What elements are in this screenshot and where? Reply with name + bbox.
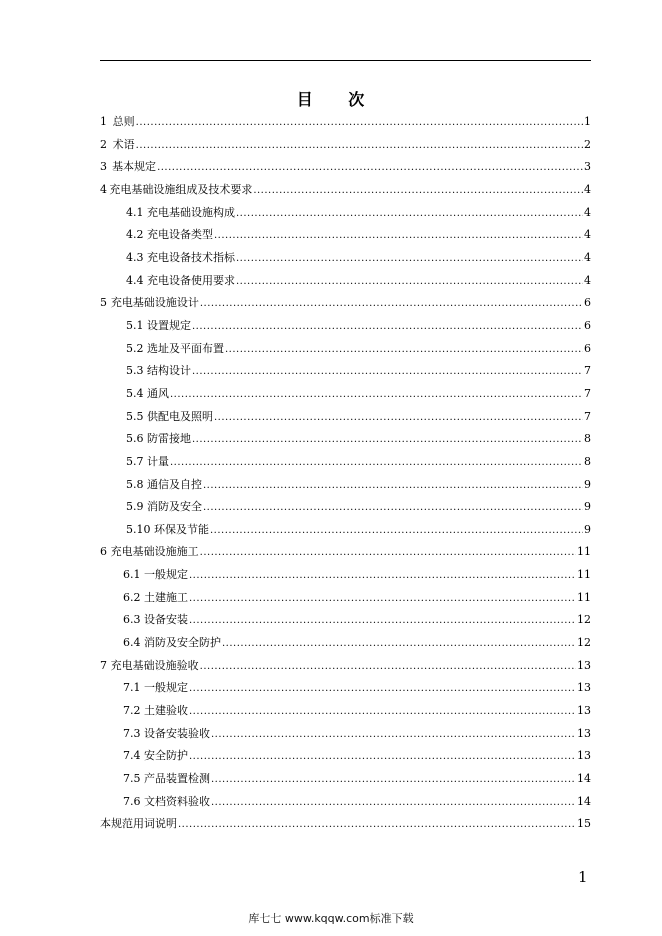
toc-entry-label: 充电基础设施组成及技术要求 — [109, 182, 253, 196]
toc-entry[interactable] — [100, 768, 591, 791]
toc-entry-number: 4 — [100, 182, 107, 196]
toc-entry-label: 4.3 充电设备技术指标 — [126, 250, 235, 264]
toc-leader-dots — [170, 452, 583, 475]
toc-entry-page: 6 — [584, 341, 591, 355]
toc-entry-page: 11 — [577, 568, 591, 582]
toc-entry-label: 充电基础设施验收 — [110, 658, 199, 672]
toc-entry-page: 13 — [577, 658, 591, 672]
toc-title — [0, 87, 662, 110]
toc-entry-page: 6 — [584, 318, 591, 332]
toc-leader-dots — [253, 180, 583, 203]
toc-leader-dots — [192, 316, 583, 339]
toc-leader-dots — [203, 475, 583, 498]
toc-entry-label: 基本规定 — [112, 160, 157, 174]
toc-entry-label: 7.6 文档资料验收 — [123, 794, 210, 808]
toc-leader-dots — [189, 588, 576, 611]
toc-entry[interactable] — [100, 474, 591, 497]
toc-leader-dots — [200, 293, 583, 316]
toc-leader-dots — [211, 792, 576, 815]
toc-leader-dots — [211, 724, 576, 747]
toc-leader-dots — [222, 633, 576, 656]
toc-entry-page: 4 — [584, 273, 591, 287]
toc-entry-page: 11 — [577, 590, 591, 604]
toc-entry-page: 9 — [584, 522, 591, 536]
toc-entry[interactable] — [100, 700, 591, 723]
toc-entry[interactable] — [100, 247, 591, 270]
toc-entry-label: 5.3 结构设计 — [126, 364, 191, 378]
toc-entry-page: 15 — [577, 817, 591, 831]
toc-leader-dots — [203, 497, 583, 520]
toc-entry-page: 12 — [577, 613, 591, 627]
toc-entry-label: 5.10 环保及节能 — [126, 522, 209, 536]
toc-entry-label: 术语 — [112, 137, 135, 151]
toc-leader-dots — [170, 384, 583, 407]
toc-entry-label: 总则 — [112, 115, 135, 128]
toc-entry[interactable] — [100, 564, 591, 587]
toc-entry[interactable] — [100, 587, 591, 610]
toc-entry-label: 4.2 充电设备类型 — [126, 228, 213, 242]
toc-leader-dots — [189, 701, 576, 724]
toc-entry-page: 9 — [584, 500, 591, 514]
toc-entry-page: 12 — [577, 636, 591, 650]
toc-leader-dots — [192, 429, 583, 452]
toc-entry-label: 充电基础设施设计 — [110, 296, 199, 310]
toc-entry-page: 13 — [577, 681, 591, 695]
toc-entry-label: 5.7 计量 — [126, 454, 169, 468]
toc-entry-page: 9 — [584, 477, 591, 491]
toc-entry-page: 4 — [584, 205, 591, 219]
toc-entry[interactable] — [100, 745, 591, 768]
toc-entry-page: 13 — [577, 726, 591, 740]
toc-entry-label: 5.1 设置规定 — [126, 318, 191, 332]
toc-entry-page: 1 — [584, 115, 591, 128]
toc-entry-page: 8 — [584, 432, 591, 446]
toc-leader-dots — [211, 769, 576, 792]
toc-entry-label: 6.3 设备安装 — [123, 613, 188, 627]
toc-entry[interactable] — [100, 338, 591, 361]
toc-leader-dots — [136, 112, 583, 135]
toc-entry-label: 充电基础设施施工 — [110, 545, 199, 559]
toc-entry-page: 14 — [577, 794, 591, 808]
toc-entry[interactable] — [100, 179, 591, 202]
toc-entry-page: 8 — [584, 454, 591, 468]
toc-entry-label: 本规范用词说明 — [100, 817, 177, 831]
toc-entry-page: 3 — [584, 160, 591, 174]
toc-leader-dots — [225, 339, 583, 362]
toc-entry-number: 3 — [100, 160, 107, 174]
toc-leader-dots — [189, 565, 576, 588]
toc-entry-number: 5 — [100, 296, 107, 310]
toc-entry[interactable] — [100, 428, 591, 451]
toc-entry-label: 4.1 充电基础设施构成 — [126, 205, 235, 219]
toc-entry-label: 5.5 供配电及照明 — [126, 409, 213, 423]
toc-entry[interactable] — [100, 292, 591, 315]
toc-entry-label: 5.2 选址及平面布置 — [126, 341, 224, 355]
toc-leader-dots — [236, 203, 583, 226]
toc-entry-page: 7 — [584, 364, 591, 378]
toc-entry[interactable] — [100, 655, 591, 678]
toc-entry-number: 7 — [100, 658, 107, 672]
toc-entry-label: 6.2 土建施工 — [123, 590, 188, 604]
toc-entry[interactable] — [100, 156, 591, 179]
toc-entry-label: 7.3 设备安装验收 — [123, 726, 210, 740]
toc-entry-page: 4 — [584, 228, 591, 242]
toc-entry[interactable] — [100, 723, 591, 746]
toc-entry-page: 4 — [584, 182, 591, 196]
toc-entry-number: 6 — [100, 545, 107, 559]
toc-leader-dots — [236, 248, 583, 271]
table-of-contents — [100, 111, 591, 836]
toc-entry-label: 5.4 通风 — [126, 386, 169, 400]
toc-leader-dots — [157, 157, 583, 180]
toc-leader-dots — [214, 225, 583, 248]
toc-entry[interactable] — [100, 383, 591, 406]
toc-entry[interactable] — [100, 677, 591, 700]
toc-title-left: 目 — [296, 90, 314, 109]
toc-title-right: 次 — [348, 90, 366, 109]
toc-entry[interactable] — [100, 609, 591, 632]
page-number: 1 — [578, 868, 588, 886]
toc-entry[interactable] — [100, 111, 591, 134]
toc-entry-number: 2 — [100, 137, 107, 151]
toc-entry-label: 5.8 通信及自控 — [126, 477, 202, 491]
toc-entry-label: 7.5 产品装置检测 — [123, 772, 210, 786]
toc-entry-page: 7 — [584, 386, 591, 400]
toc-entry[interactable] — [100, 791, 591, 814]
toc-entry-page: 2 — [584, 137, 591, 151]
toc-entry[interactable] — [100, 541, 591, 564]
toc-entry-label: 7.2 土建验收 — [123, 704, 188, 718]
toc-entry-page: 4 — [584, 250, 591, 264]
toc-leader-dots — [200, 656, 576, 679]
toc-entry[interactable] — [100, 813, 591, 836]
toc-entry-label: 5.6 防雷接地 — [126, 432, 191, 446]
toc-entry[interactable] — [100, 360, 591, 383]
toc-entry[interactable] — [100, 632, 591, 655]
toc-leader-dots — [200, 542, 576, 565]
toc-leader-dots — [192, 361, 583, 384]
toc-leader-dots — [189, 678, 576, 701]
toc-entry-page: 13 — [577, 749, 591, 763]
toc-leader-dots — [210, 520, 583, 543]
toc-entry[interactable] — [100, 519, 591, 542]
toc-entry-label: 4.4 充电设备使用要求 — [126, 273, 235, 287]
toc-entry[interactable] — [100, 451, 591, 474]
toc-entry[interactable] — [100, 134, 591, 157]
toc-leader-dots — [189, 746, 576, 769]
toc-entry-page: 7 — [584, 409, 591, 423]
toc-entry[interactable] — [100, 224, 591, 247]
toc-leader-dots — [178, 814, 576, 837]
toc-leader-dots — [214, 407, 583, 430]
toc-entry-label: 6.1 一般规定 — [123, 568, 188, 582]
toc-entry-label: 6.4 消防及安全防护 — [123, 636, 221, 650]
footer-watermark: 库七七 www.kqqw.com标准下载 — [248, 912, 414, 925]
toc-entry-label: 5.9 消防及安全 — [126, 500, 202, 514]
toc-entry[interactable] — [100, 496, 591, 519]
toc-entry-label: 7.1 一般规定 — [123, 681, 188, 695]
toc-entry-number: 1 — [100, 115, 107, 128]
toc-leader-dots — [189, 610, 576, 633]
toc-entry-label: 7.4 安全防护 — [123, 749, 188, 763]
toc-leader-dots — [136, 135, 583, 158]
toc-entry[interactable] — [100, 270, 591, 293]
toc-entry-page: 14 — [577, 772, 591, 786]
toc-entry[interactable] — [100, 202, 591, 225]
toc-entry-page: 6 — [584, 296, 591, 310]
toc-entry[interactable] — [100, 406, 591, 429]
toc-leader-dots — [236, 271, 583, 294]
toc-entry-page: 13 — [577, 704, 591, 718]
header-rule — [100, 60, 591, 61]
toc-entry[interactable] — [100, 315, 591, 338]
toc-entry-page: 11 — [577, 545, 591, 559]
